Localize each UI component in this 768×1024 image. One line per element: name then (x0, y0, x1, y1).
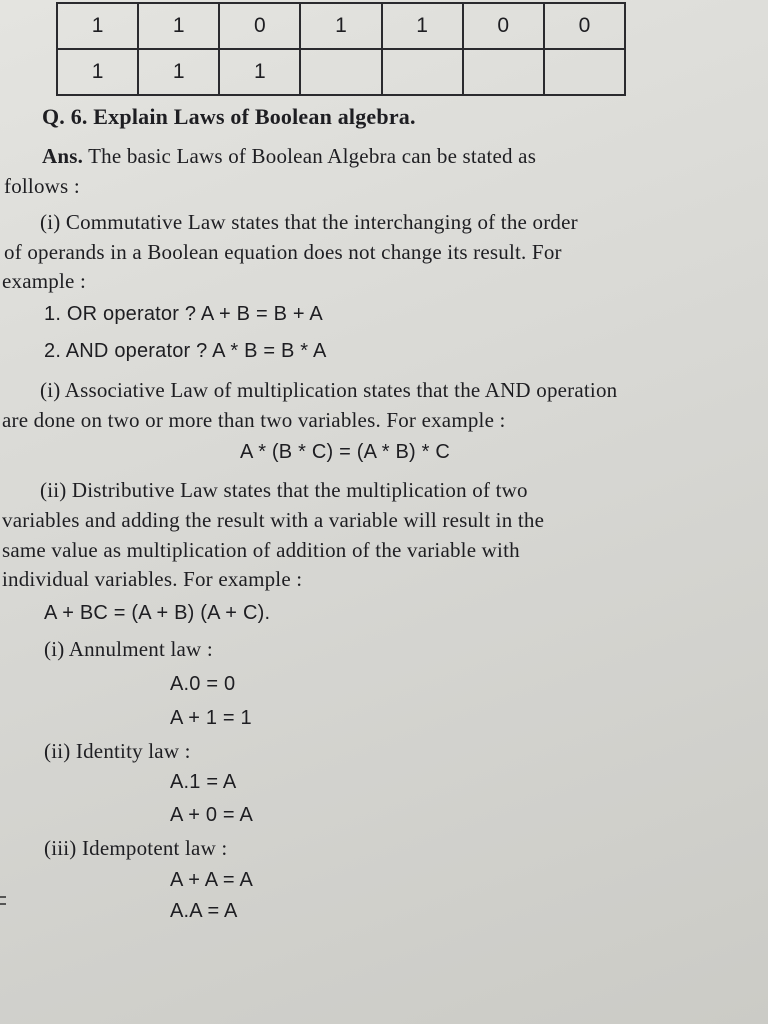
identity-equation: A.1 = A (170, 771, 237, 793)
distributive-formula: A + BC = (A + B) (A + C). (44, 602, 271, 624)
commutative-law-text: example : (2, 269, 87, 293)
answer-intro (42, 144, 536, 169)
idempotent-equation: A + A = A (170, 869, 253, 891)
distributive-law-text: individual variables. For example : (2, 567, 303, 591)
table-cell: 1 (219, 49, 300, 95)
idempotent-equation: A.A = A (170, 900, 238, 922)
table-cell (382, 49, 463, 95)
table-cell: 1 (138, 49, 219, 95)
annulment-equation: A.0 = 0 (170, 673, 236, 695)
margin-mark (0, 896, 6, 898)
table-row (57, 3, 625, 49)
associative-law-text: are done on two or more than two variables. For example : (2, 408, 506, 432)
commutative-law-text: (i) Commutative Law states that the interchanging of the order (40, 210, 578, 234)
or-operator-example: 1. OR operator ? A + B = B + A (44, 303, 323, 325)
associative-law-text: (i) Associative Law of multiplication states that the AND operation (40, 378, 618, 402)
table-cell: 1 (57, 49, 138, 95)
identity-equation: A + 0 = A (170, 804, 253, 826)
table-cell (544, 49, 625, 95)
distributive-law-text: (ii) Distributive Law states that the multiplication of two (40, 478, 528, 502)
table-row (57, 49, 625, 95)
answer-intro-text: The basic Laws of Boolean Algebra can be stated as (88, 144, 537, 168)
table-cell: 0 (219, 3, 300, 49)
commutative-law-text: of operands in a Boolean equation does not change its result. For (4, 240, 562, 264)
table-cell: 1 (138, 3, 219, 49)
idempotent-law-heading: (iii) Idempotent law : (44, 836, 228, 860)
table-cell: 0 (463, 3, 544, 49)
question-heading: Q. 6. Explain Laws of Boolean algebra. (42, 104, 416, 129)
identity-law-heading: (ii) Identity law : (44, 739, 191, 763)
truth-table (56, 2, 626, 96)
distributive-law-text: same value as multiplication of addition of the variable with (2, 538, 520, 562)
answer-label: Ans. (42, 144, 84, 168)
distributive-law-text: variables and adding the result with a variable will result in the (2, 508, 545, 532)
table-cell: 0 (544, 3, 625, 49)
associative-formula: A * (B * C) = (A * B) * C (240, 441, 451, 463)
table-cell: 1 (382, 3, 463, 49)
and-operator-example: 2. AND operator ? A * B = B * A (44, 340, 327, 362)
table-cell (463, 49, 544, 95)
annulment-equation: A + 1 = 1 (170, 707, 252, 729)
table-cell (300, 49, 381, 95)
table-cell: 1 (57, 3, 138, 49)
annulment-law-heading: (i) Annulment law : (44, 637, 213, 661)
table-cell: 1 (300, 3, 381, 49)
answer-intro-continued: follows : (4, 174, 80, 198)
margin-mark (0, 903, 6, 905)
